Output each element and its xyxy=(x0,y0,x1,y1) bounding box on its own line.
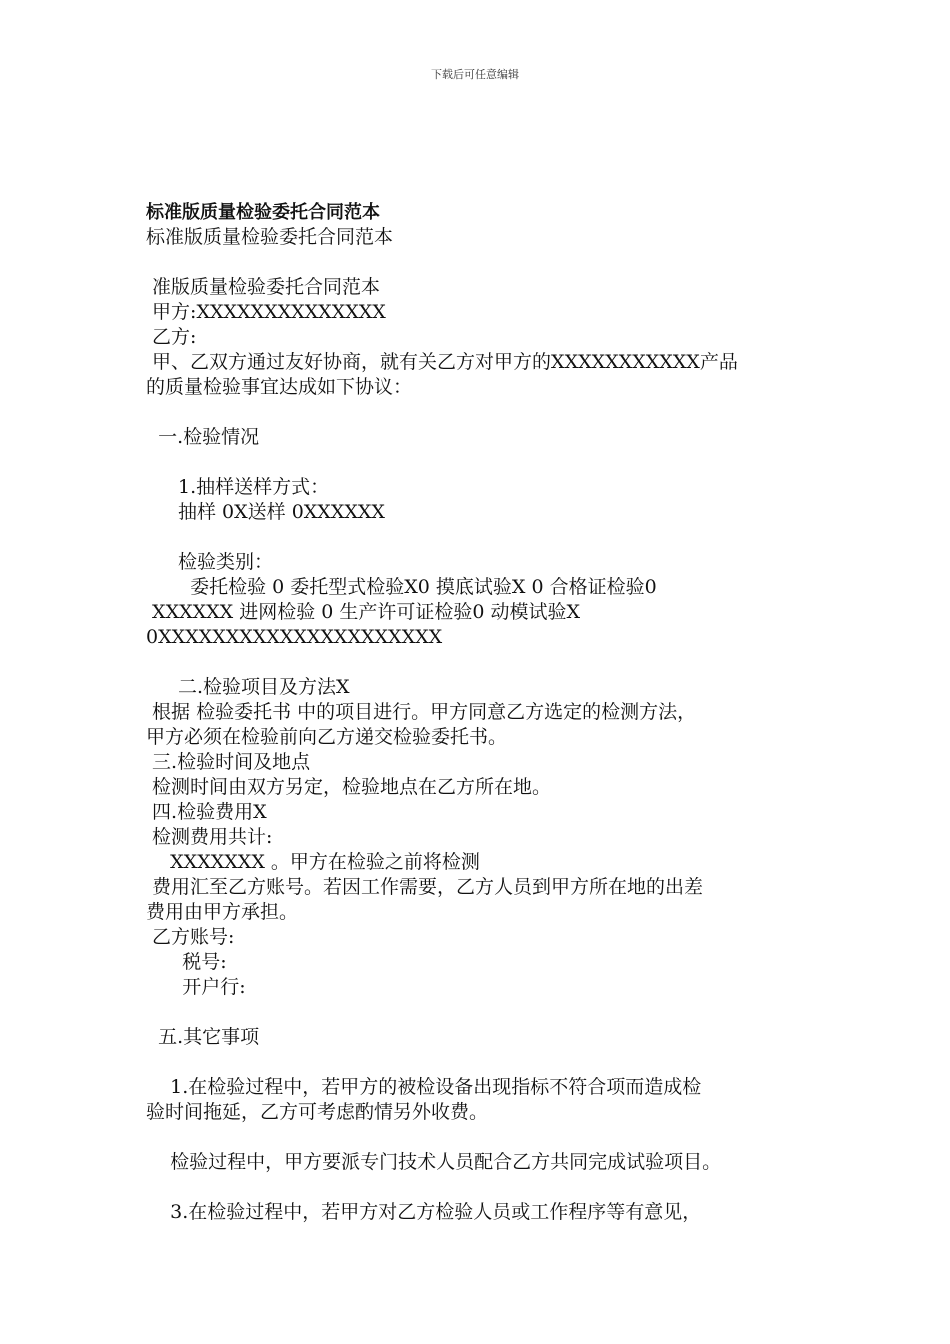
spacer xyxy=(146,450,826,475)
party-b-bank: 开户行: xyxy=(146,976,246,998)
spacer xyxy=(146,525,826,550)
spacer xyxy=(146,1125,826,1150)
intro-line-1: 甲、乙双方通过友好协商，就有关乙方对甲方的XXXXXXXXXXX产品 xyxy=(146,351,738,373)
intro-line-2: 的质量检验事宜达成如下协议： xyxy=(146,376,413,398)
section-5-item-1-line-2: 验时间拖延，乙方可考虑酌情另外收费。 xyxy=(146,1101,489,1123)
spacer xyxy=(146,1000,826,1025)
contract-name-line: 准版质量检验委托合同范本 xyxy=(146,276,381,298)
party-b-tax-number: 税号: xyxy=(146,951,227,973)
section-3-heading: 三.检验时间及地点 xyxy=(146,751,311,773)
section-2-heading: 二.检验项目及方法X xyxy=(178,676,350,698)
section-4-line-2: XXXXXXX 。甲方在检验之前将检测 xyxy=(146,851,480,873)
section-5-item-1-line-1: 1.在检验过程中，若甲方的被检设备出现指标不符合项而造成检 xyxy=(146,1076,702,1098)
section-4-line-1: 检测费用共计: xyxy=(146,826,273,848)
spacer xyxy=(146,650,826,675)
section-4-heading: 四.检验费用X xyxy=(146,801,267,823)
spacer xyxy=(146,1050,826,1075)
section-1-item-1: 1.抽样送样方式： xyxy=(178,476,330,498)
section-1-category-line-3: 0XXXXXXXXXXXXXXXXXXXXX xyxy=(146,626,443,648)
section-3-line-1: 检测时间由双方另定，检验地点在乙方所在地。 xyxy=(146,776,552,798)
section-5-heading: 五.其它事项 xyxy=(146,1026,260,1048)
section-2-line-2: 甲方必须在检验前向乙方递交检验委托书。 xyxy=(146,726,508,748)
section-2-line-1: 根据 检验委托书 中的项目进行。甲方同意乙方选定的检测方法， xyxy=(146,701,697,723)
page-header-note: 下载后可任意编辑 xyxy=(431,68,519,81)
spacer xyxy=(146,1175,826,1200)
section-1-category-label: 检验类别： xyxy=(178,551,274,573)
section-1-category-line-1: 委托检验 0 委托型式检验X0 摸底试验X 0 合格证检验0 xyxy=(178,576,657,598)
section-5-item-3: 3.在检验过程中，若甲方对乙方检验人员或工作程序等有意见， xyxy=(146,1201,702,1223)
section-5-item-2: 检验过程中，甲方要派专门技术人员配合乙方共同完成试验项目。 xyxy=(146,1151,722,1173)
document-body xyxy=(146,200,826,1225)
section-1-item-1-value: 抽样 0X送样 0XXXXXX xyxy=(178,501,385,523)
spacer xyxy=(146,250,826,275)
spacer xyxy=(146,400,826,425)
document-title: 标准版质量检验委托合同范本 xyxy=(146,202,380,223)
party-b-account: 乙方账号: xyxy=(146,926,235,948)
section-4-line-4: 费用由甲方承担。 xyxy=(146,901,299,923)
document-subtitle: 标准版质量检验委托合同范本 xyxy=(146,226,394,248)
party-b-line: 乙方: xyxy=(146,326,197,348)
section-1-category-line-2: XXXXXX 进网检验 0 生产许可证检验0 动模试验X xyxy=(146,601,581,623)
section-1-heading: 一.检验情况 xyxy=(146,426,260,448)
section-4-line-3: 费用汇至乙方账号。若因工作需要，乙方人员到甲方所在地的出差 xyxy=(146,876,704,898)
party-a-line: 甲方:XXXXXXXXXXXXXX xyxy=(146,301,386,323)
